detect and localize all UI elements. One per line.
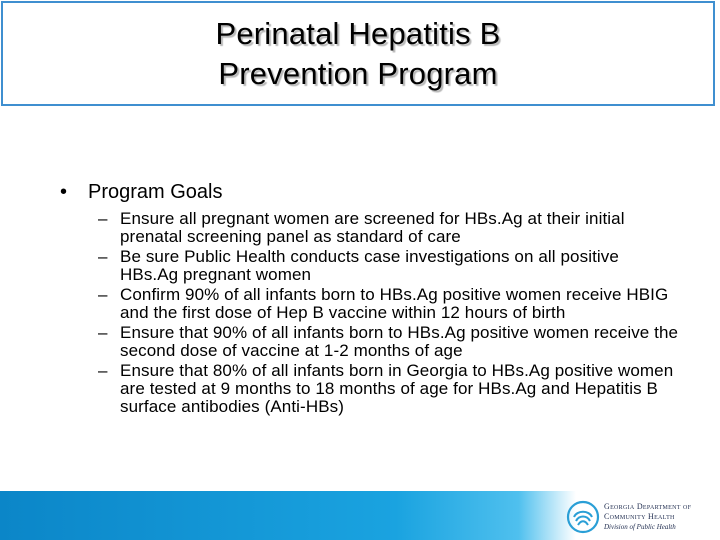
goal-text: Ensure that 90% of all infants born to HBs.Ag positive women receive the second dose of vaccine at 1-2 months of age — [120, 323, 679, 360]
dash-icon: – — [98, 361, 108, 380]
bullet-program-goals — [60, 178, 700, 206]
logo-line-1: Georgia Department of — [604, 502, 692, 511]
goal-text: Ensure that 80% of all infants born in Georgia to HBs.Ag positive women are tested at 9 months to 18 months of age for HBs.Ag and Hepatitis B surface antibodies (Anti-HBs) — [120, 361, 674, 416]
dash-icon: – — [98, 247, 108, 266]
dash-icon: – — [98, 285, 108, 304]
georgia-dch-swirl-icon — [566, 500, 600, 534]
goal-item — [98, 286, 700, 322]
dch-logo — [566, 497, 716, 537]
goal-text: Be sure Public Health conducts case investigations on all positive HBs.Ag pregnant women — [120, 247, 619, 284]
bullet-heading: Program Goals — [88, 181, 223, 203]
logo-line-2: Community Health — [604, 512, 675, 521]
logo-line-3: Division of Public Health — [604, 523, 676, 531]
slide-content — [60, 178, 700, 418]
goal-item — [98, 210, 700, 246]
goal-item — [98, 248, 700, 284]
dash-icon: – — [98, 209, 108, 228]
bullet-dot-icon: • — [60, 181, 68, 203]
goal-text: Ensure all pregnant women are screened for HBs.Ag at their initial prenatal screening panel as standard of care — [120, 209, 625, 246]
goals-list — [60, 210, 700, 416]
slide-title-line-2: Prevention Program — [218, 55, 498, 91]
goal-item — [98, 324, 700, 360]
goal-item — [98, 362, 700, 416]
title-box — [1, 1, 715, 106]
dash-icon: – — [98, 323, 108, 342]
goal-text: Confirm 90% of all infants born to HBs.Ag positive women receive HBIG and the first dose of Hep B vaccine within 12 hours of birth — [120, 285, 669, 322]
slide-title-line-1: Perinatal Hepatitis B — [215, 15, 501, 51]
